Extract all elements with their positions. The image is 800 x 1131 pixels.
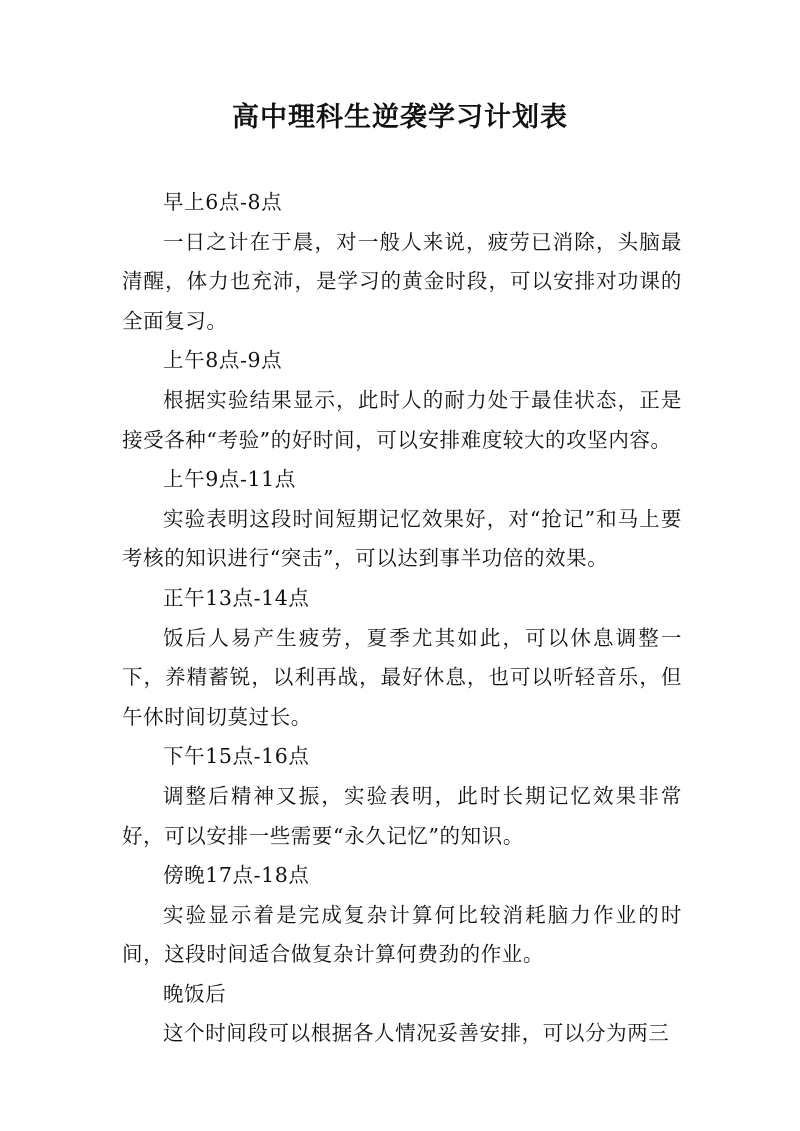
time-heading-afternoon-15-16: 下午15点-16点 bbox=[163, 744, 310, 769]
time-heading-noon-13-14: 正午13点-14点 bbox=[163, 585, 310, 610]
paragraph-evening-17-18: 实验显示着是完成复杂计算何比较消耗脑力作业的时间，这段时间适合做复杂计算何费劲的作业。 bbox=[122, 902, 682, 967]
paragraph-afternoon-15-16: 调整后精神又振，实验表明，此时长期记忆效果非常好，可以安排一些需要“永久记忆”的知识。 bbox=[122, 783, 682, 848]
paragraph-noon-13-14: 饭后人易产生疲劳，夏季尤其如此，可以休息调整一下，养精蓄锐，以利再战，最好休息，也可以听轻音乐，但午休时间切莫过长。 bbox=[122, 625, 682, 729]
paragraph-morning-8-9: 根据实验结果显示，此时人的耐力处于最佳状态，正是接受各种“考验”的好时间，可以安排难度较大的攻坚内容。 bbox=[122, 387, 682, 452]
time-heading-morning-6-8: 早上6点-8点 bbox=[163, 190, 283, 214]
paragraph-morning-6-8: 一日之计在于晨，对一般人来说，疲劳已消除，头脑最清醒，体力也充沛，是学习的黄金时段，可以安排对功课的全面复习。 bbox=[122, 229, 682, 333]
paragraph-morning-9-11: 实验表明这段时间短期记忆效果好，对“抢记”和马上要考核的知识进行“突击”，可以达到事半功倍的效果。 bbox=[122, 506, 682, 571]
time-heading-morning-8-9: 上午8点-9点 bbox=[163, 348, 283, 373]
time-heading-after-dinner: 晚饭后 bbox=[163, 981, 227, 1006]
time-heading-evening-17-18: 傍晚17点-18点 bbox=[163, 863, 310, 888]
paragraph-after-dinner: 这个时间段可以根据各人情况妥善安排，可以分为两三 bbox=[163, 1021, 670, 1046]
document-title: 高中理科生逆袭学习计划表 bbox=[232, 102, 568, 133]
document-body bbox=[122, 183, 682, 1054]
time-heading-morning-9-11: 上午9点-11点 bbox=[163, 467, 296, 492]
